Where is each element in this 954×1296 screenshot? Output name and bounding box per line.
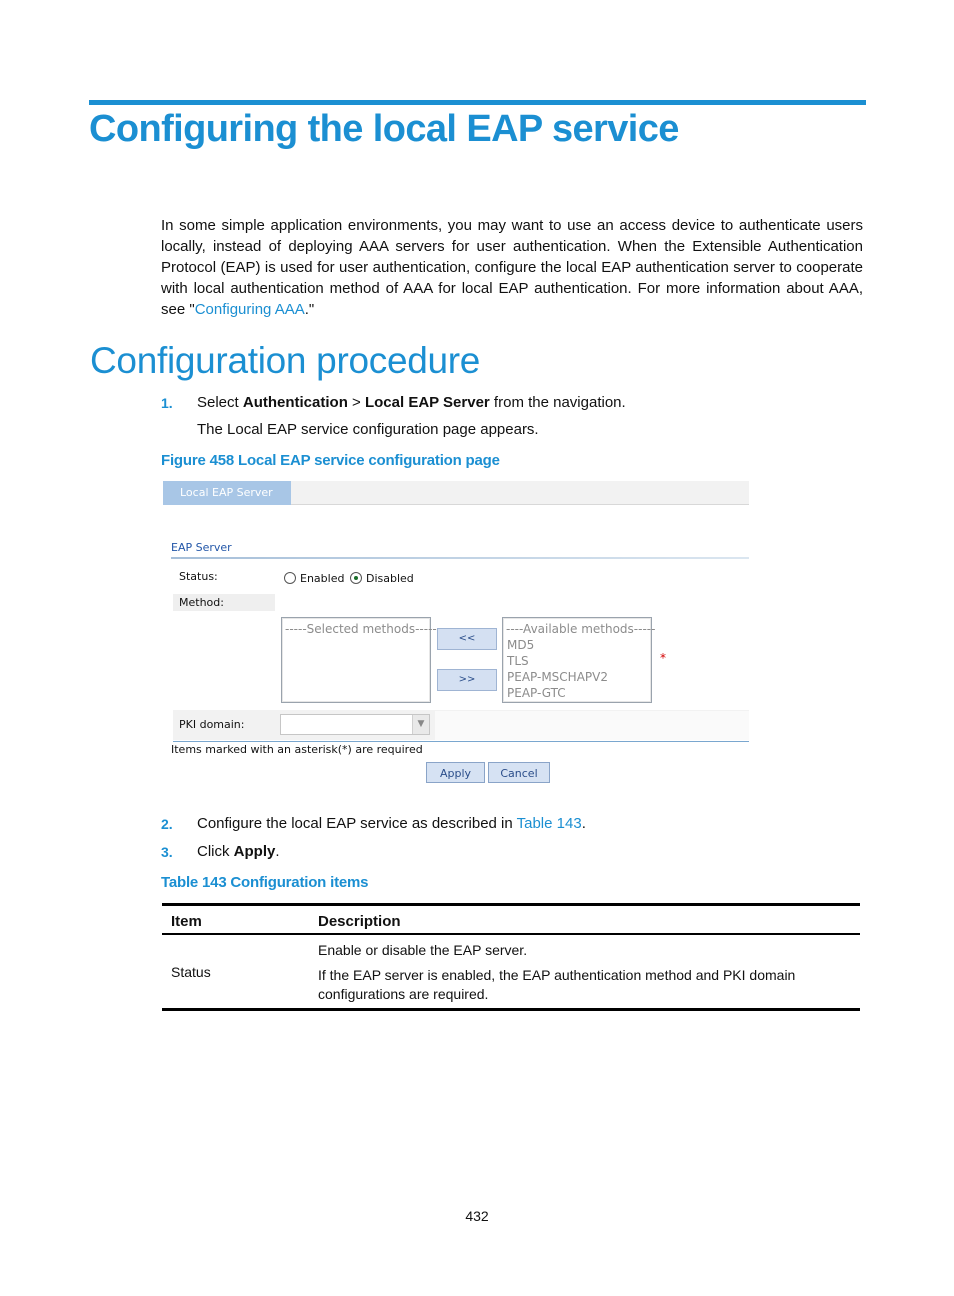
heading-rule	[89, 100, 866, 105]
step-1-authentication: Authentication	[242, 394, 348, 411]
step-1-text	[197, 393, 626, 413]
radio-disabled[interactable]	[350, 572, 362, 584]
apply-button[interactable]: Apply	[426, 762, 485, 783]
step-1	[161, 393, 173, 414]
page-title: Configuring the local EAP service	[89, 108, 679, 150]
available-methods-header: ----Available methods-----	[506, 622, 656, 636]
step-2-number: 2.	[161, 816, 173, 832]
step-1-tail: from the navigation.	[489, 394, 626, 411]
intro-text: In some simple application environments, you may want to use an access device to authenticate users locally, instead of deploying AAA servers for user authentication. When the Extensible Authentication Protocol (EAP) is used for user authentication, configure the local EAP authentication server to cooperate with local authentication method of AAA for local EAP authentication. For more information about AAA, see "	[161, 217, 863, 318]
form-bottom-rule	[173, 741, 749, 742]
step-1-number: 1.	[161, 395, 173, 411]
method-option[interactable]: TLS	[507, 654, 529, 668]
move-right-button[interactable]: >>	[437, 669, 497, 691]
selected-methods-list[interactable]	[281, 617, 437, 703]
required-note: Items marked with an asterisk(*) are required	[171, 743, 423, 756]
step-2-text	[197, 814, 586, 834]
section-divider	[171, 557, 749, 559]
step-3-end: .	[275, 843, 280, 860]
table-top-rule	[162, 903, 860, 906]
selected-methods-header: -----Selected methods-----	[285, 622, 437, 636]
section-heading: Configuration procedure	[90, 340, 481, 381]
available-methods-list[interactable]	[502, 617, 656, 703]
page-number: 432	[465, 1208, 489, 1224]
link-table-143[interactable]: Table 143	[516, 815, 582, 832]
radio-enabled[interactable]	[284, 572, 296, 584]
step-3-text	[197, 842, 280, 862]
method-option[interactable]: PEAP-MSCHAPV2	[507, 670, 608, 684]
table-caption: Table 143 Configuration items	[161, 874, 369, 891]
method-option[interactable]: MD5	[507, 638, 535, 652]
step-3-part: Click	[197, 843, 234, 860]
table-header-description: Description	[318, 913, 401, 930]
step-3	[161, 842, 173, 863]
cancel-button[interactable]: Cancel	[488, 762, 550, 783]
link-configuring-aaa[interactable]: Configuring AAA	[194, 301, 305, 318]
intro-end: ."	[304, 301, 315, 318]
method-option[interactable]: PEAP-GTC	[507, 686, 566, 700]
intro-paragraph	[161, 215, 863, 320]
step-3-apply: Apply	[233, 843, 276, 860]
step-2-part: Configure the local EAP service as described in	[197, 815, 517, 832]
step-2	[161, 814, 173, 835]
step-2-end: .	[581, 815, 586, 832]
chevron-down-icon[interactable]: ▼	[412, 715, 429, 734]
step-3-number: 3.	[161, 844, 173, 860]
table-cell-desc-line: configurations are required.	[318, 986, 489, 1002]
step-1-result: The Local EAP service configuration page appears.	[197, 421, 539, 438]
table-header-item: Item	[171, 913, 202, 930]
move-left-button[interactable]: <<	[437, 628, 497, 650]
pki-row-value-bg	[435, 711, 749, 740]
tab-local-eap-server[interactable]: Local EAP Server	[163, 481, 291, 505]
method-label: Method:	[179, 596, 224, 609]
section-eap-server: EAP Server	[171, 541, 232, 554]
table-cell-desc-line: Enable or disable the EAP server.	[318, 942, 528, 958]
pki-domain-label: PKI domain:	[179, 718, 245, 731]
step-1-sep: >	[347, 394, 365, 411]
figure-caption: Figure 458 Local EAP service configuration page	[161, 452, 500, 469]
table-header-rule	[162, 933, 860, 935]
radio-enabled-label: Enabled	[300, 572, 345, 585]
radio-disabled-label: Disabled	[366, 572, 414, 585]
step-1-part: Select	[197, 394, 243, 411]
required-asterisk: *	[660, 651, 666, 665]
table-bottom-rule	[162, 1008, 860, 1011]
step-1-local-eap-server: Local EAP Server	[364, 394, 490, 411]
status-label: Status:	[179, 570, 218, 583]
table-cell-item: Status	[171, 964, 211, 980]
pki-domain-select[interactable]	[280, 714, 430, 735]
table-cell-desc-line: If the EAP server is enabled, the EAP authentication method and PKI domain	[318, 967, 796, 983]
